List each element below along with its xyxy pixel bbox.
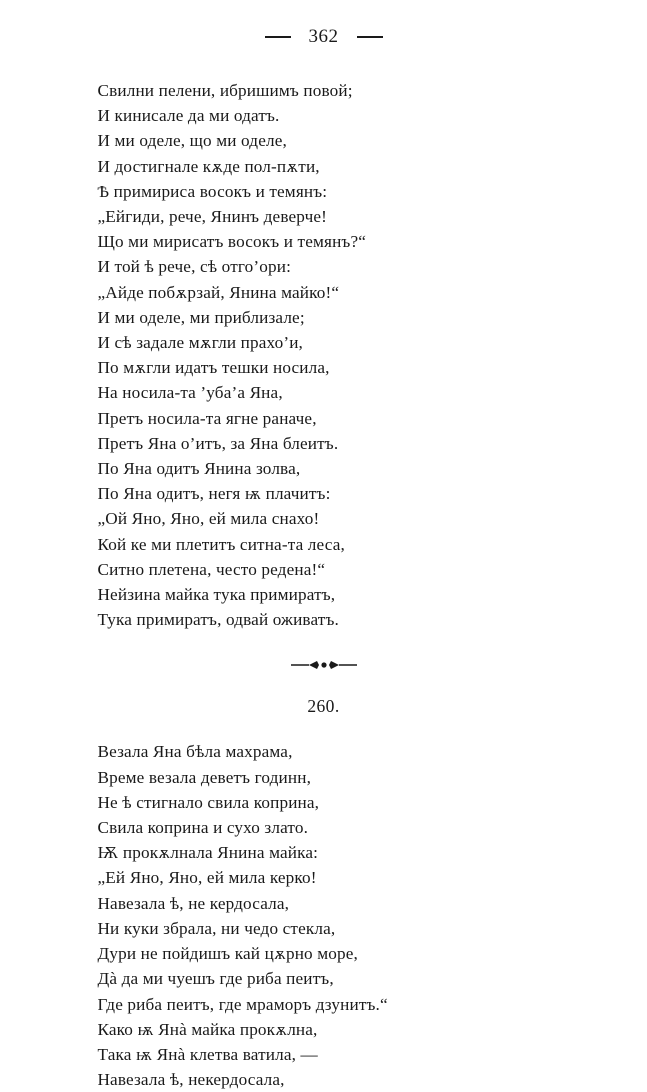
verse-line: Кой ке ми плетитъ ситна-та леса, xyxy=(97,534,345,554)
verse-line: Навезала ѣ, не кердосала, xyxy=(97,893,290,913)
header-dash-left xyxy=(265,36,291,38)
verse-line: „Ой Яно, Яно, ей мила снахо! xyxy=(97,509,320,529)
verse-line: Навезала ѣ, некердосала, xyxy=(97,1070,285,1090)
verse-line: Претъ Яна о’итъ, за Яна блеитъ. xyxy=(97,433,339,453)
verse-line: Ѣ примириса восокъ и темянъ: xyxy=(97,181,328,201)
verse-line: По Яна одитъ, негя ѭ плачитъ: xyxy=(97,484,331,504)
section-number: 260. xyxy=(307,696,340,717)
verse-line: Свила коприна и сухо злато. xyxy=(97,818,309,838)
verse-line: Дури не пойдишъ кай цѫрно море, xyxy=(97,944,358,964)
page-number: 362 xyxy=(308,26,339,47)
verse-line: „Ей Яно, Яно, ей мила керко! xyxy=(97,868,317,888)
poem-first xyxy=(90,78,558,632)
verse-line: Време везала деветъ годинн, xyxy=(97,767,312,787)
verse-line: И ми оделе, ми приблизале; xyxy=(97,307,305,327)
header-dash-right xyxy=(357,36,383,38)
verse-line: Везала Яна бѣла махрама, xyxy=(97,742,293,762)
verse-line: И ми оделе, що ми оделе, xyxy=(97,131,287,151)
ornamental-divider-icon xyxy=(0,658,647,672)
verse-line: Не ѣ стигнало свила коприна, xyxy=(97,792,320,812)
verse-line: Ни куки збрала, ни чедо стекла, xyxy=(97,918,336,938)
verse-line: Ситно плетена, често редена!“ xyxy=(97,559,326,579)
verse-line: Ѭ прокѫлнала Янина майка: xyxy=(97,843,319,863)
verse-line: Како ѭ Янà майка прокѫлна, xyxy=(97,1019,318,1039)
verse-line: На носила-та ’уба’а Яна, xyxy=(97,383,283,403)
verse-line: Претъ носила-та ягне раначе, xyxy=(97,408,317,428)
verse-line: Така ѭ Янà клетва ватила, — xyxy=(97,1044,318,1064)
verse-line: Тука примиратъ, одвай оживатъ. xyxy=(97,610,339,630)
verse-line: „Айде побѫрзай, Янина майко!“ xyxy=(97,282,340,302)
verse-line: Нейзина майка тука примиратъ, xyxy=(97,585,336,605)
poem-second xyxy=(90,739,558,1092)
document-page xyxy=(0,26,647,1090)
verse-line: Дà да ми чуешъ где риба пеитъ, xyxy=(97,969,334,989)
verse-line: Що ми мирисатъ восокъ и темянъ?“ xyxy=(97,232,367,252)
verse-line: По мѫгли идатъ тешки носила, xyxy=(97,358,330,378)
verse-line: По Яна одитъ Янина золва, xyxy=(97,459,301,479)
verse-line: Где риба пеитъ, где мраморъ дзунитъ.“ xyxy=(97,994,388,1014)
page-header xyxy=(0,26,647,48)
verse-line: „Ейгиди, рече, Янинъ деверче! xyxy=(97,207,328,227)
verse-line: И достигнале кѫде пол-пѫти, xyxy=(97,156,320,176)
verse-line: И сѣ задале мѫгли прахо’и, xyxy=(97,333,303,353)
verse-line: И кинисале да ми одатъ. xyxy=(97,106,280,126)
verse-line: Свилни пелени, ибришимъ повой; xyxy=(97,81,353,100)
verse-line: И той ѣ рече, сѣ отго’ори: xyxy=(97,257,292,277)
